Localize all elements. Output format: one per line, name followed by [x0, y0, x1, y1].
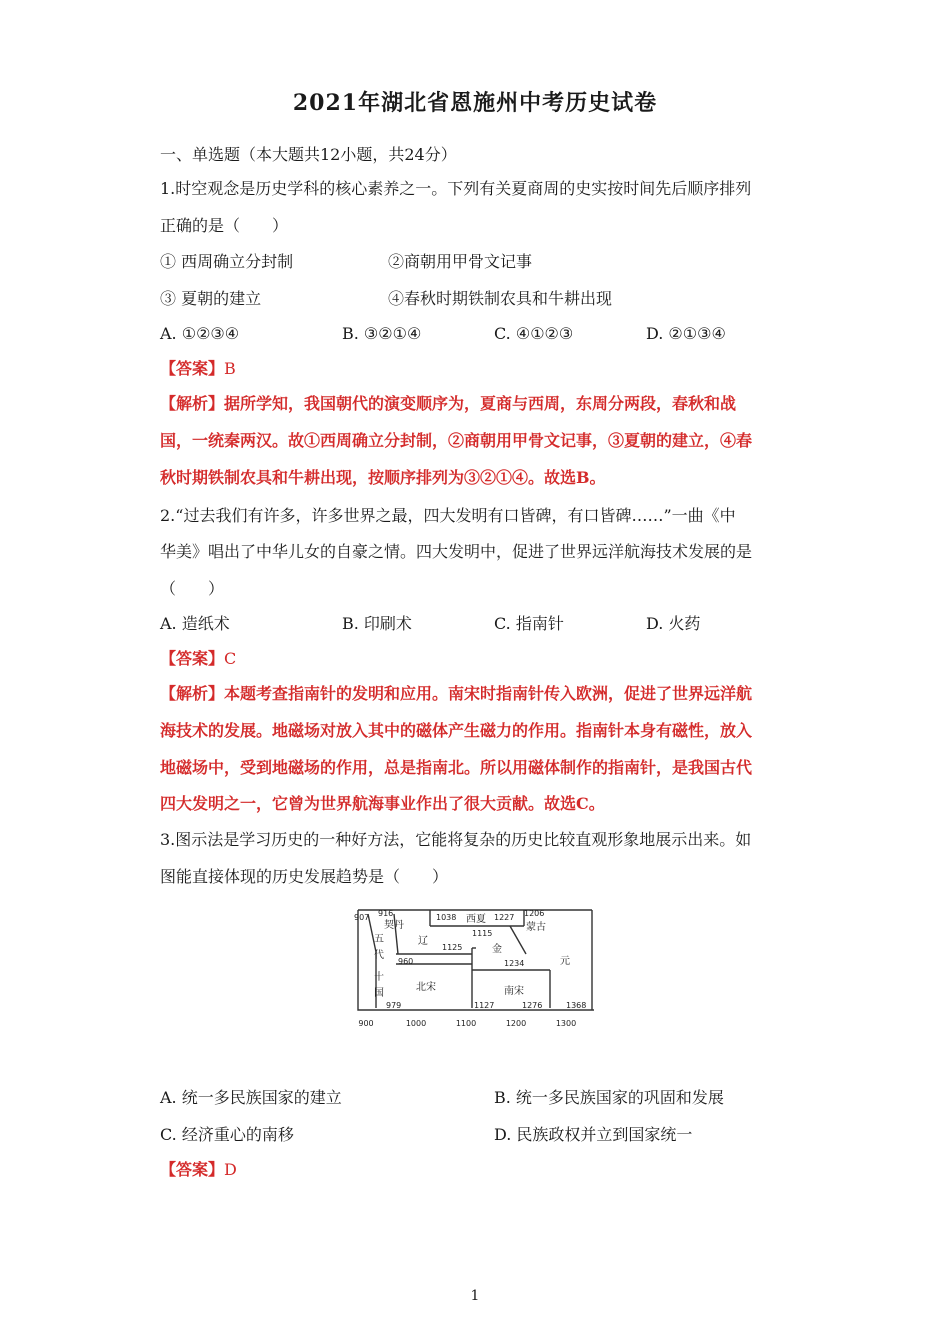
q1-option-c: C. ④①②③ [494, 324, 574, 343]
q2-analysis-line1 [160, 683, 788, 705]
label-979: 979 [386, 1001, 402, 1010]
page-number: 1 [470, 1288, 480, 1304]
label-guo: 国 [374, 988, 384, 999]
axis-tick: 1000 [405, 1019, 427, 1028]
label-1234: 1234 [504, 959, 525, 968]
q3-answer [160, 1159, 788, 1181]
answer-value: B [224, 359, 236, 378]
label-960: 960 [398, 957, 414, 966]
q1-item-1: ① 西周确立分封制 [160, 252, 294, 271]
label-xixia: 西夏 [466, 914, 486, 925]
answer-tag: 【答案】 [160, 1160, 225, 1179]
label-mongol: 蒙古 [526, 922, 546, 933]
label-shi: 十 [374, 972, 384, 983]
axis-tick: 1200 [505, 1019, 527, 1028]
section-heading: 一、单选题（本大题共12小题，共24分） [160, 145, 457, 164]
q2-stem-line3: （ ） [160, 579, 225, 598]
page-title: 2021年湖北省恩施州中考历史试卷 [292, 90, 658, 116]
label-916: 916 [378, 909, 394, 918]
analysis-tag: 【解析】 [160, 394, 225, 413]
q1-item-4: ④春秋时期铁制农具和牛耕出现 [388, 289, 613, 308]
q3-option-d: D. 民族政权并立到国家统一 [494, 1125, 693, 1144]
answer-value: D [224, 1160, 237, 1179]
q1-option-a: A. ①②③④ [160, 324, 240, 343]
label-1115: 1115 [472, 929, 493, 938]
label-1227: 1227 [494, 913, 515, 922]
analysis-text: 据所学知，我国朝代的演变顺序为，夏商与西周，东周分两段，春秋和战 [224, 394, 737, 413]
q1-analysis-line3: 秋时期铁制农具和牛耕出现，按顺序排列为③②①④。故选B。 [160, 468, 606, 487]
q1-answer [160, 358, 788, 380]
q1-option-d: D. ②①③④ [646, 324, 726, 343]
q2-analysis-line4: 四大发明之一，它曾为世界航海事业作出了很大贡献。故选C。 [160, 794, 605, 813]
label-wu: 五 [374, 934, 384, 945]
q2-analysis-line2: 海技术的发展。地磁场对放入其中的磁体产生磁力的作用。指南针本身有磁性，放入 [160, 721, 753, 740]
q2-stem-line1: 2.“过去我们有许多，许多世界之最，四大发明有口皆碑，有口皆碑……”一曲《中 [160, 506, 736, 525]
q2-answer [160, 648, 788, 670]
label-907: 907 [354, 913, 370, 922]
label-jin: 金 [492, 944, 502, 955]
q2-option-d: D. 火药 [646, 614, 701, 633]
analysis-tag: 【解析】 [160, 684, 225, 703]
q2-stem-line2: 华美》唱出了中华儿女的自豪之情。四大发明中，促进了世界远洋航海技术发展的是 [160, 542, 753, 561]
answer-tag: 【答案】 [160, 649, 225, 668]
axis-tick: 1100 [455, 1019, 477, 1028]
q3-stem-line1: 3.图示法是学习历史的一种好方法，它能将复杂的历史比较直观形象地展示出来。如 [160, 830, 752, 849]
q1-item-2: ②商朝用甲骨文记事 [388, 252, 533, 271]
q2-analysis-line3: 地磁场中，受到地磁场的作用，总是指南北。所以用磁体制作的指南针，是我国古代 [160, 758, 753, 777]
q3-option-a: A. 统一多民族国家的建立 [160, 1088, 342, 1107]
q2-option-c: C. 指南针 [494, 614, 564, 633]
q3-stem-line2: 图能直接体现的历史发展趋势是（ ） [160, 867, 449, 886]
label-1125: 1125 [442, 943, 463, 952]
answer-tag: 【答案】 [160, 359, 225, 378]
analysis-text: 本题考查指南针的发明和应用。南宋时指南针传入欧洲，促进了世界远洋航 [224, 684, 753, 703]
q1-analysis-line2: 国，一统秦两汉。故①西周确立分封制，②商朝用甲骨文记事，③夏朝的建立，④春 [160, 431, 753, 450]
label-1276: 1276 [522, 1001, 543, 1010]
divider-mongol [510, 926, 526, 954]
q3-option-b: B. 统一多民族国家的巩固和发展 [494, 1088, 724, 1107]
label-khitan: 契丹 [384, 920, 404, 931]
label-1127: 1127 [474, 1001, 495, 1010]
label-1206: 1206 [524, 909, 545, 918]
label-dai: 代 [374, 950, 384, 961]
label-1368: 1368 [566, 1001, 587, 1010]
axis-tick: 900 [358, 1019, 374, 1028]
q1-option-b: B. ③②①④ [342, 324, 422, 343]
dynasty-timeline-figure [354, 904, 594, 1034]
label-liao: 辽 [418, 936, 428, 947]
q1-stem-line1: 1.时空观念是历史学科的核心素养之一。下列有关夏商周的史实按时间先后顺序排列 [160, 179, 752, 198]
q2-option-b: B. 印刷术 [342, 614, 412, 633]
axis-tick: 1300 [555, 1019, 577, 1028]
q1-item-3: ③ 夏朝的建立 [160, 289, 262, 308]
label-southern-song: 南宋 [504, 986, 524, 997]
q2-option-a: A. 造纸术 [160, 614, 230, 633]
answer-value: C [224, 649, 237, 668]
label-northern-song: 北宋 [416, 982, 436, 993]
label-yuan: 元 [560, 956, 570, 967]
label-1038: 1038 [436, 913, 457, 922]
timeline-svg [354, 904, 594, 1034]
q1-stem-line2: 正确的是（ ） [160, 216, 289, 235]
q3-option-c: C. 经济重心的南移 [160, 1125, 294, 1144]
q1-analysis-line1 [160, 393, 788, 415]
